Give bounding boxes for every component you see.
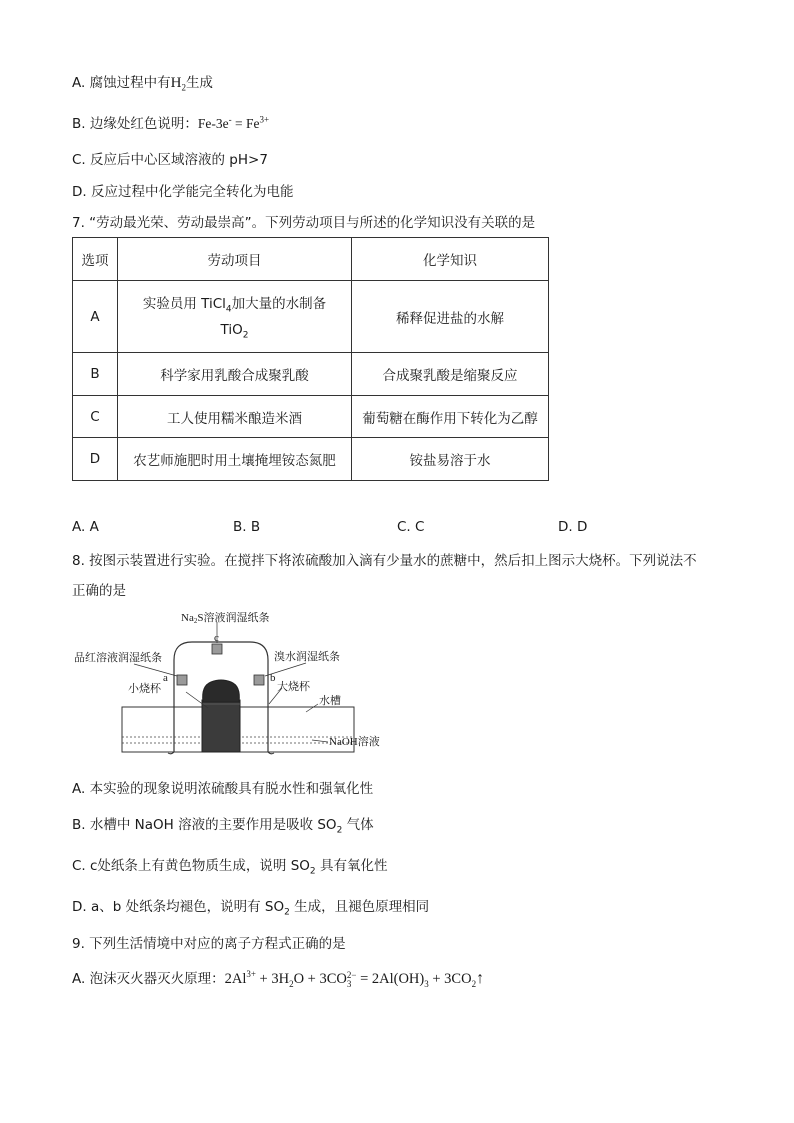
table-header: 劳动项目: [118, 238, 352, 281]
label-big-beaker: 大烧杯: [277, 681, 310, 693]
q8-option-c: C. c处纸条上有黄色物质生成，说明 $SO_2$ 具有氧化性: [72, 858, 388, 877]
q7-stem: 7. “劳动最光荣、劳动最崇高”。下列劳动项目与所述的化学知识没有关联的是: [72, 215, 536, 231]
table-cell-option: D: [73, 438, 118, 481]
q8-option-b: B. 水槽中 NaOH 溶液的主要作用是吸收 $SO_2$ 气体: [72, 817, 374, 836]
q6-option-c: C. 反应后中心区域溶液的 pH>7: [72, 152, 268, 168]
carbonized-sucrose: [203, 680, 240, 702]
q9-option-a: A. 泡沫灭火器灭火原理：$2Al^{3+} + 3H_2O + 3CO$ 2− 3 = $2Al(OH)_3$ + $3CO_2↑$: [72, 969, 485, 989]
label-b: b: [270, 672, 276, 684]
q7-option-a: A. A: [72, 519, 99, 535]
table-cell-labor: 实验员用 TiCl$_4$加大量的水制备 TiO$_2$: [118, 281, 352, 353]
table-cell-option: C: [73, 396, 118, 438]
table-row: [73, 353, 549, 396]
q8-option-a: A. 本实验的现象说明浓硫酸具有脱水性和强氧化性: [72, 781, 374, 797]
q7-table: [72, 237, 549, 481]
q7-option-d: D. D: [558, 519, 588, 535]
table-row: [73, 396, 549, 438]
table-cell-option: A: [73, 281, 118, 353]
label-water-tank: 水槽: [319, 695, 341, 707]
paper-strip-c: [212, 644, 222, 654]
paper-strip-a: [177, 675, 187, 685]
label-na2s-strip: Na2S溶液润湿纸条: [181, 612, 270, 625]
label-small-beaker: 小烧杯: [128, 683, 161, 695]
q6-option-d: D. 反应过程中化学能完全转化为电能: [72, 184, 294, 200]
label-naoh-solution: NaOH溶液: [329, 736, 380, 748]
label-a: a: [163, 672, 168, 684]
q7-option-b: B. B: [233, 519, 261, 535]
apparatus-diagram: [74, 612, 384, 762]
table-header-row: [73, 238, 549, 281]
paper-strip-b: [254, 675, 264, 685]
table-cell-chem: 葡萄糖在酶作用下转化为乙醇: [352, 396, 549, 438]
table-cell-labor: 科学家用乳酸合成聚乳酸: [118, 353, 352, 396]
table-row: [73, 281, 549, 353]
q7-option-c: C. C: [397, 519, 425, 535]
q8-stem-line2: 正确的是: [72, 583, 126, 599]
table-header: 化学知识: [352, 238, 549, 281]
q6-option-a: A. 腐蚀过程中有$H_2$生成: [72, 75, 213, 93]
table-cell-option: B: [73, 353, 118, 396]
table-cell-chem: 稀释促进盐的水解: [352, 281, 549, 353]
q6-option-b: B. 边缘处红色说明：$Fe-3e^- = Fe^{3+}$: [72, 114, 270, 132]
label-xiushui-strip: 溴水润湿纸条: [274, 651, 340, 663]
table-cell-labor: 工人使用糯米酿造米酒: [118, 396, 352, 438]
ion-equation: $2Al^{3+} + 3H_2O + 3CO$ 2− 3 = $2Al(OH)_3$ + $3CO_2↑$: [224, 969, 485, 989]
label-pinhong-strip: 品红溶液润湿纸条: [74, 652, 162, 664]
table-header: 选项: [73, 238, 118, 281]
table-cell-chem: 铵盐易溶于水: [352, 438, 549, 481]
q8-option-d: D. a、b 处纸条均褪色，说明有 $SO_2$ 生成，且褪色原理相同: [72, 899, 430, 918]
q8-stem-line1: 8. 按图示装置进行实验。在搅拌下将浓硫酸加入滴有少量水的蔗糖中，然后扣上图示大烧杯。下列说法不: [72, 553, 697, 569]
table-cell-labor: 农艺师施肥时用土壤掩埋铵态氮肥: [118, 438, 352, 481]
label-c: c: [214, 632, 219, 644]
q9-stem: 9. 下列生活情境中对应的离子方程式正确的是: [72, 936, 346, 952]
table-row: [73, 438, 549, 481]
table-cell-chem: 合成聚乳酸是缩聚反应: [352, 353, 549, 396]
